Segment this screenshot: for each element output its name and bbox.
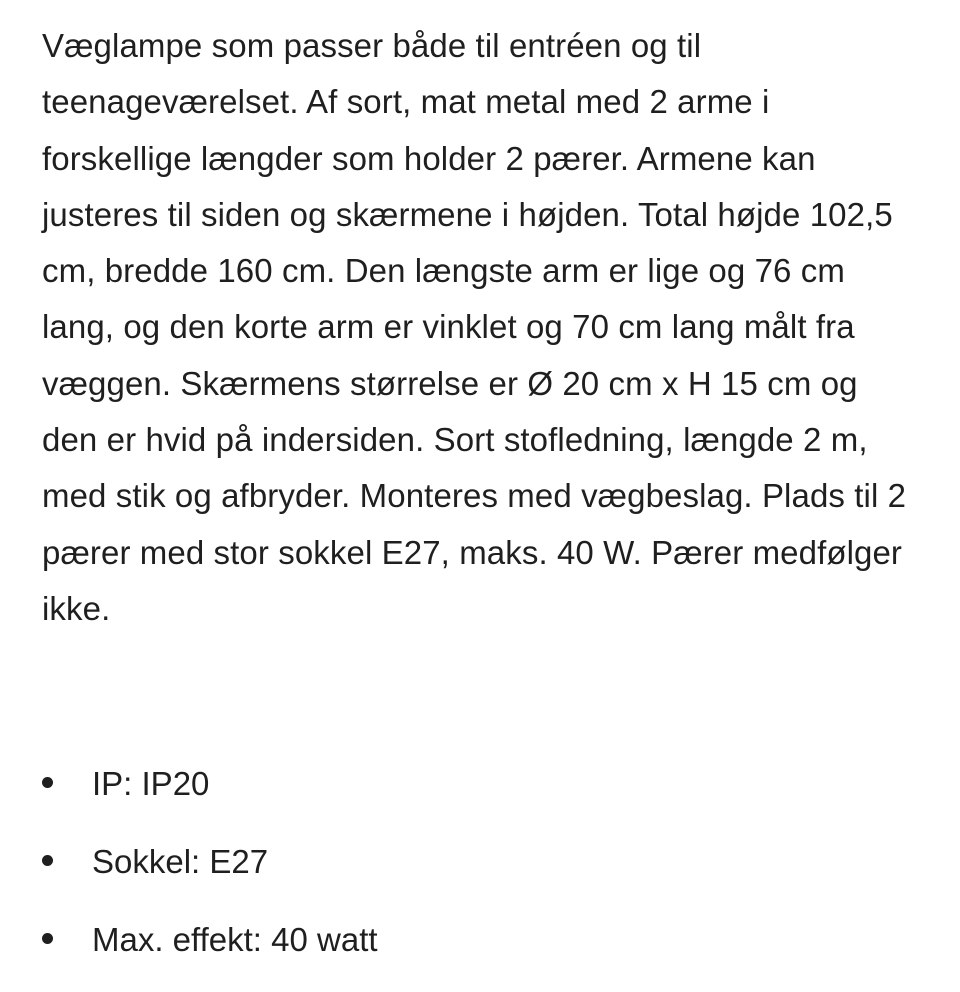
bullet-icon [42, 777, 53, 788]
product-description-section [42, 18, 922, 958]
spec-item-ip [42, 754, 922, 832]
spec-list [42, 754, 922, 988]
spec-max-power-text: Max. effekt: 40 watt [92, 921, 378, 958]
bullet-icon [42, 855, 53, 866]
spec-ip-text: IP: IP20 [92, 765, 210, 802]
spec-item-max-power [42, 910, 922, 988]
product-description: Væglampe som passer både til entréen og til teenageværelset. Af sort, mat metal med 2 arme i forskellige længder som holder 2 pærer. Armene kan justeres til siden og skærmene i højden. Total højde 102,5 cm, bredde 160 cm. Den længste arm er lige og 76 cm lang, og den korte arm er vinklet og 70 cm lang målt fra væggen. Skærmens størrelse er Ø 20 cm x H 15 cm og den er hvid på indersiden. Sort stofledning, længde 2 m, med stik og afbryder. Monteres med vægbeslag. Plads til 2 pærer med stor sokkel E27, maks. 40 W. Pærer medfølger ikke. [42, 27, 907, 627]
bullet-icon [42, 933, 53, 944]
spec-socket-text: Sokkel: E27 [92, 843, 269, 880]
spec-item-socket [42, 832, 922, 910]
